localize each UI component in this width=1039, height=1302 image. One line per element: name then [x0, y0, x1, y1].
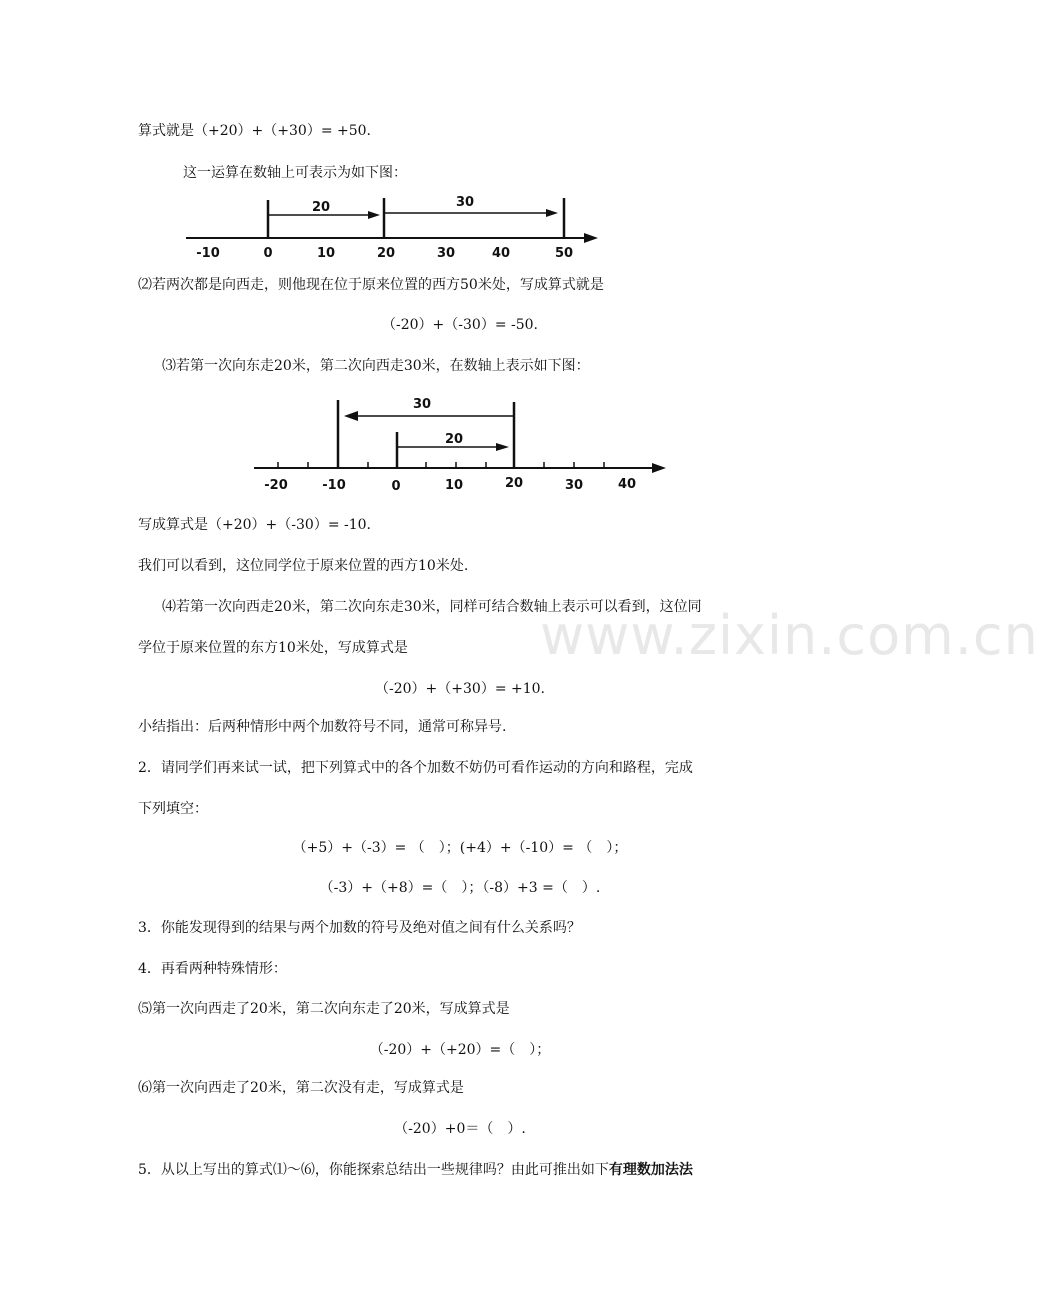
- text-line: 算式就是（+20）+（+30）= +50.: [138, 123, 371, 139]
- text-line: 3．你能发现得到的结果与两个加数的符号及绝对值之间有什么关系吗？: [138, 920, 581, 936]
- formula-line: （-20）+（+30）= +10.: [375, 681, 545, 697]
- tick-label: 0: [263, 246, 273, 261]
- text-line: ⑹第一次向西走了20米，第二次没有走，写成算式是: [138, 1080, 464, 1096]
- text-line: 小结指出：后两种情形中两个加数符号不同，通常可称异号.: [138, 719, 507, 735]
- text-line: 下列填空：: [138, 801, 208, 817]
- text-line: ⑸第一次向西走了20米，第二次向东走了20米，写成算式是: [138, 1001, 510, 1017]
- arrow-label: 30: [455, 195, 475, 210]
- text-line: 这一运算在数轴上可表示为如下图：: [183, 165, 407, 181]
- number-line-diagram-2: [246, 388, 676, 496]
- arrow-label: 30: [412, 397, 432, 412]
- axis-arrowhead: [652, 463, 666, 473]
- formula-line: （-20）+（+20）=（ ）；: [369, 1042, 551, 1058]
- tick-label: -20: [264, 478, 288, 493]
- tick-label: 20: [376, 246, 396, 261]
- tick-label: 10: [444, 478, 464, 493]
- formula-line: （-20）+0＝（ ）.: [394, 1121, 526, 1137]
- tick-label: 30: [436, 246, 456, 261]
- tick-label: 30: [564, 478, 584, 493]
- tick-label: -10: [196, 246, 220, 261]
- tick-label: 50: [554, 246, 574, 261]
- text-line: [138, 1161, 693, 1179]
- arrow-label: 20: [311, 200, 331, 215]
- text-line: 我们可以看到，这位同学位于原来位置的西方10米处.: [138, 558, 469, 574]
- formula-line: （+5）+（-3）= （ ）；(+4）+（-10）= （ ）；: [292, 840, 628, 856]
- formula-line: （-3）+（+8）=（ ）；（-8）+3 =（ ）.: [319, 880, 601, 896]
- text-line: 4．再看两种特殊情形：: [138, 961, 287, 977]
- text-line: ⑷若第一次向西走20米，第二次向东走30米，同样可结合数轴上表示可以看到，这位同: [162, 599, 702, 615]
- number-line-diagram-1: [176, 190, 606, 265]
- text-line: ⑵若两次都是向西走，则他现在位于原来位置的西方50米处，写成算式就是: [138, 277, 604, 293]
- bold-term: 有理数加法法: [608, 1162, 693, 1178]
- text-line: 写成算式是（+20）+（-30）= -10.: [138, 517, 371, 533]
- tick-label: 40: [617, 477, 637, 492]
- text-line: ⑶若第一次向东走20米，第二次向西走30米，在数轴上表示如下图：: [162, 358, 590, 374]
- tick-label: -10: [322, 478, 346, 493]
- tick-label: 20: [504, 476, 524, 491]
- text-line: 学位于原来位置的东方10米处，写成算式是: [138, 640, 408, 656]
- tick-label: 10: [316, 246, 336, 261]
- watermark: www.zixin.com.cn: [540, 604, 1039, 667]
- text-run: 5．从以上写出的算式⑴～⑹，你能探索总结出一些规律吗？由此可推出如下: [138, 1162, 609, 1178]
- text-line: 2．请同学们再来试一试，把下列算式中的各个加数不妨仍可看作运动的方向和路程，完成: [138, 760, 693, 776]
- arrow-label: 20: [444, 432, 464, 447]
- formula-line: （-20）+（-30）= -50.: [382, 317, 538, 333]
- tick-label: 0: [391, 479, 401, 494]
- axis-arrowhead: [584, 233, 598, 243]
- tick-label: 40: [491, 246, 511, 261]
